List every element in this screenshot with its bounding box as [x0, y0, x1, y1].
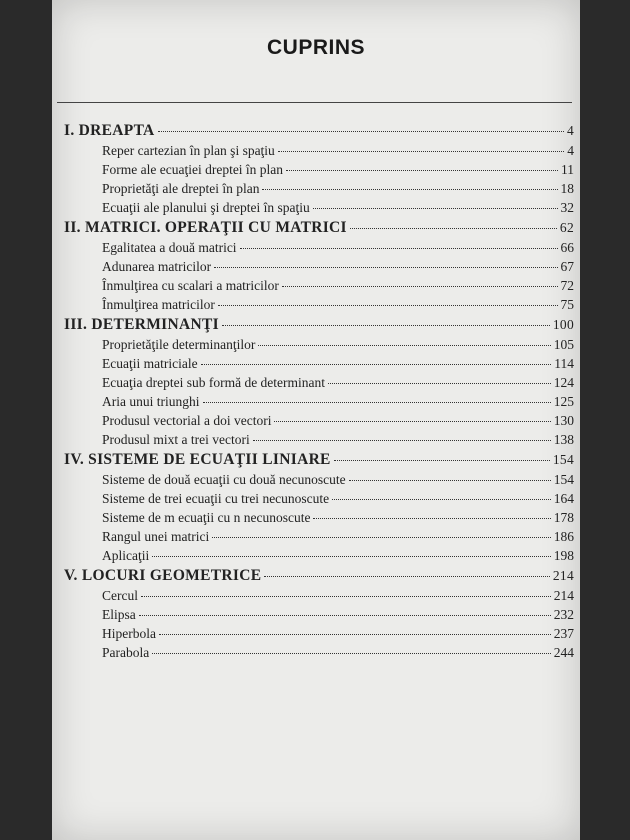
entry-title: Înmulţirea cu scalari a matricilor [102, 278, 279, 293]
entry-title: Hiperbola [102, 626, 156, 641]
dot-leader [282, 286, 558, 287]
page-number: 130 [553, 413, 574, 428]
toc-chapter-v-locuri-geometrice [64, 565, 574, 586]
entry-title: Forme ale ecuaţiei dreptei în plan [102, 162, 284, 177]
dot-leader [139, 615, 551, 616]
entry-title: Cercul [102, 588, 138, 603]
dot-leader [158, 131, 564, 132]
dot-leader [222, 325, 550, 326]
dot-leader [258, 345, 550, 346]
page-number: 11 [561, 162, 574, 177]
dot-leader [313, 518, 550, 519]
entry-title: Aplicaţii [102, 548, 150, 563]
toc-entry-rangul-unei-matrici [64, 527, 574, 546]
page-number: 105 [553, 337, 574, 352]
toc-entry-adunarea-matricilor [64, 257, 574, 276]
page-number: 214 [552, 568, 574, 583]
page-number: 100 [552, 317, 574, 332]
toc-entry-forme-ale-ecuatiei-dreptei-in-plan [64, 160, 574, 179]
toc-entry-ecuatii-matriciale [64, 354, 574, 373]
toc-entry-aplicatii [64, 546, 574, 565]
page-title: CUPRINS [266, 36, 365, 59]
toc-entry-produsul-mixt-a-trei-vectori [64, 430, 574, 449]
chapter-title: II. MATRICI. OPERAŢII CU MATRICI [64, 219, 347, 236]
toc-entry-inmultirea-cu-scalari-a-matricilor [64, 276, 574, 295]
toc-chapter-ii-matrici-operatii-cu-matrici [64, 217, 574, 238]
page-number: 186 [553, 529, 574, 544]
chapter-title: III. DETERMINANŢI [64, 316, 219, 333]
dot-leader [214, 267, 557, 268]
entry-title: Ecuaţia dreptei sub formă de determinant [102, 375, 326, 390]
dot-leader [212, 537, 551, 538]
dot-leader [152, 556, 551, 557]
page-number: 4 [566, 123, 574, 138]
dot-leader [201, 364, 552, 365]
dot-leader [253, 440, 551, 441]
dot-leader [240, 248, 558, 249]
entry-title: Produsul vectorial a doi vectori [102, 413, 272, 428]
toc-entry-sisteme-de-m-ecuatii-cu-n-necunoscute [64, 508, 574, 527]
dot-leader [349, 480, 551, 481]
entry-title: Proprietăţile determinanţilor [102, 337, 256, 352]
entry-title: Reper cartezian în plan şi spaţiu [102, 143, 275, 158]
entry-title: Elipsa [102, 607, 136, 622]
chapter-title: I. DREAPTA [64, 122, 155, 139]
dot-leader [278, 151, 564, 152]
dot-leader [141, 596, 551, 597]
dot-leader [286, 170, 558, 171]
toc-entry-egalitatea-a-doua-matrici [64, 238, 574, 257]
chapter-title: V. LOCURI GEOMETRICE [64, 567, 262, 584]
entry-title: Sisteme de două ecuaţii cu două necunoscute [102, 472, 346, 487]
page-number: 154 [553, 472, 574, 487]
toc-entry-ecuatii-ale-planului-si-dreptei-in-spatiu [64, 198, 574, 217]
page-number: 66 [560, 240, 574, 255]
toc-entry-proprietatile-determinantilor [64, 335, 574, 354]
toc-entry-aria-unui-triunghi [64, 392, 574, 411]
toc-chapter-i-dreapta [64, 120, 574, 141]
entry-title: Sisteme de m ecuaţii cu n necunoscute [102, 510, 311, 525]
dot-leader [334, 460, 550, 461]
page-number: 244 [553, 645, 574, 660]
entry-title: Înmulţirea matricilor [102, 297, 215, 312]
dot-leader [350, 228, 557, 229]
entry-title: Rangul unei matrici [102, 529, 210, 544]
entry-title: Proprietăţi ale dreptei în plan [102, 181, 260, 196]
toc-entry-inmultirea-matricilor [64, 295, 574, 314]
toc-entry-sisteme-de-doua-ecuatii-cu-doua-necunoscute [64, 470, 574, 489]
dot-leader [313, 208, 558, 209]
page-number: 125 [553, 394, 574, 409]
page-number: 232 [553, 607, 574, 622]
toc-entry-elipsa [64, 605, 574, 624]
page-number: 62 [559, 220, 574, 235]
page-number: 18 [560, 181, 574, 196]
page-number: 198 [553, 548, 574, 563]
entry-title: Adunarea matricilor [102, 259, 212, 274]
dot-leader [159, 634, 551, 635]
entry-title: Egalitatea a două matrici [102, 240, 237, 255]
page-number: 72 [560, 278, 574, 293]
page-number: 214 [553, 588, 574, 603]
book-page [52, 0, 580, 840]
page-number: 178 [553, 510, 574, 525]
toc-entry-produsul-vectorial-a-doi-vectori [64, 411, 574, 430]
page-number: 4 [567, 143, 574, 158]
dot-leader [328, 383, 551, 384]
dot-leader [203, 402, 551, 403]
entry-title: Parabola [102, 645, 150, 660]
page-number: 124 [553, 375, 574, 390]
entry-title: Ecuaţii ale planului şi dreptei în spaţiu [102, 200, 310, 215]
dot-leader [274, 421, 550, 422]
toc-entry-proprietati-ale-dreptei-in-plan [64, 179, 574, 198]
toc-chapter-iii-determinanti [64, 314, 574, 335]
page-number: 138 [553, 432, 574, 447]
page-number: 75 [560, 297, 574, 312]
entry-title: Ecuaţii matriciale [102, 356, 198, 371]
dot-leader [264, 576, 550, 577]
chapter-title: IV. SISTEME DE ECUAŢII LINIARE [64, 451, 331, 468]
table-of-contents [64, 120, 574, 662]
page-number: 32 [560, 200, 574, 215]
dot-leader [262, 189, 557, 190]
page-number: 164 [553, 491, 574, 506]
title-rule [57, 102, 572, 103]
dot-leader [332, 499, 551, 500]
dot-leader [218, 305, 558, 306]
toc-chapter-iv-sisteme-de-ecuatii-liniare [64, 449, 574, 470]
toc-entry-parabola [64, 643, 574, 662]
toc-entry-sisteme-de-trei-ecuatii-cu-trei-necunoscute [64, 489, 574, 508]
toc-entry-ecuatia-dreptei-sub-forma-de-determinant [64, 373, 574, 392]
dot-leader [152, 653, 551, 654]
entry-title: Aria unui triunghi [102, 394, 200, 409]
toc-entry-cercul [64, 586, 574, 605]
page-number: 154 [552, 452, 574, 467]
page-number: 67 [560, 259, 574, 274]
toc-entry-reper-cartezian-in-plan-si-spatiu [64, 141, 574, 160]
entry-title: Produsul mixt a trei vectori [102, 432, 250, 447]
entry-title: Sisteme de trei ecuaţii cu trei necunoscute [102, 491, 330, 506]
page-number: 237 [553, 626, 574, 641]
toc-entry-hiperbola [64, 624, 574, 643]
page-number: 114 [554, 356, 574, 371]
